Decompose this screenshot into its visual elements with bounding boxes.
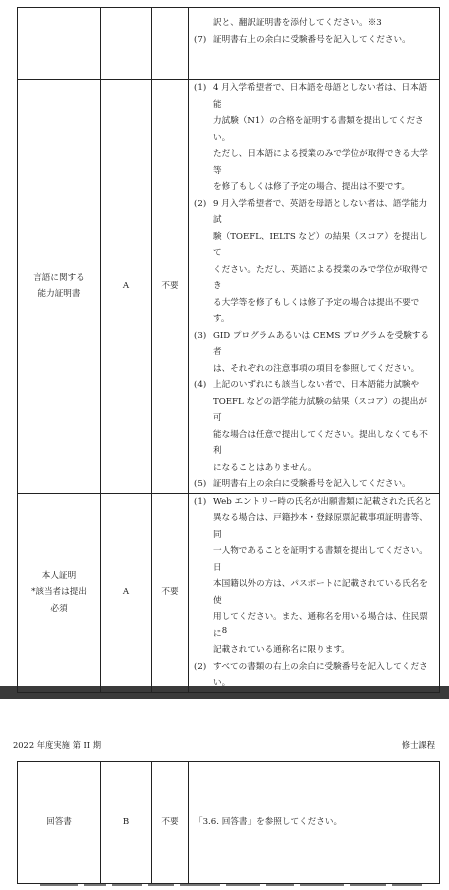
item-number: (7): [194, 34, 207, 45]
item-text: GID プログラムあるいは CEMS プログラムを受験する者 は、それぞれの注意事項の項目を参照してください。: [213, 330, 429, 374]
item-number: (2): [194, 198, 207, 209]
list-item: [194, 196, 433, 328]
item-number: (3): [194, 330, 207, 341]
category-cell: A: [101, 493, 152, 692]
page-header-left: 2022 年度実施 第 II 期: [13, 740, 102, 750]
item-number: (1): [194, 496, 207, 507]
doc-name-line: 本人証明: [41, 570, 77, 581]
item-text: 証明書右上の余白に受験番号を記入してください。: [213, 479, 411, 489]
detail-cell: [189, 80, 440, 494]
table-row: [18, 80, 440, 494]
category-cell: B: [101, 762, 152, 884]
item-text: Web エントリー時の氏名が出願書類に記載された氏名と 異なる場合は、戸籍抄本・登録原票記載事項証明書等、同 一人物であることを証明する書類を提出してください。日 本国籍以外の方は、パスポートに記載されている氏名を使 用してください。また、通称名を用いる場合は、住民票に 記載されている通称名に限ります。: [213, 496, 433, 655]
item-text: 9 月入学希望者で、英語を母語としない者は、語学能力試 験（TOEFL、IELTS など）の結果（スコア）を提出して ください。ただし、英語による授業のみで学位が取得でき る大学等を修了もしくは修了予定の場合は提出不要です。: [213, 198, 428, 324]
requirements-table: [17, 7, 440, 693]
item-text: 4 月入学希望者で、日本語を母語としない者は、日本語能 力試験（N1）の合格を証明する書類を提出してください。 ただし、日本語による授業のみで学位が取得できる大学等 を修了もしくは修了予定の場合、提出は不要です。: [213, 83, 428, 192]
category-cell: A: [101, 80, 152, 494]
page-header-right: 修士課程: [401, 740, 435, 750]
category-cell: [101, 8, 152, 80]
requirements-table: [17, 761, 440, 884]
doc-name-line: 能力証明書: [37, 289, 81, 300]
list-item: [194, 32, 433, 49]
item-text: 上記のいずれにも該当しない者で、日本語能力試験や TOEFL などの語学能力試験の結果（スコア）の提出が可 能な場合は任意で提出してください。提出しなくても不利 になることはありません。: [213, 380, 428, 473]
list-item: [194, 659, 433, 692]
cut-off-text-line: [40, 884, 440, 890]
item-text: すべての書類の右上の余白に受験番号を記入してくださ い。: [213, 661, 428, 688]
doc-name-cell: [18, 8, 101, 80]
list-item: [194, 328, 433, 378]
list-item: [194, 80, 433, 196]
doc-name-line: 必須: [50, 603, 68, 614]
doc-name-line: 言語に関する: [33, 272, 85, 283]
detail-text: 訳と、翻訳証明書を添付してください。※3: [213, 18, 382, 28]
table-row: [18, 493, 440, 692]
doc-name-line: *該当者は提出: [31, 587, 87, 598]
item-text: 証明書右上の余白に受験番号を記入してください。: [213, 34, 411, 45]
doc-name-cell: [18, 80, 101, 494]
detail-cell: [189, 8, 440, 80]
doc-name-cell: 回答書: [18, 762, 101, 884]
detail-cell: [189, 493, 440, 692]
list-item: [194, 377, 433, 476]
list-item: [194, 476, 433, 493]
item-number: (4): [194, 380, 207, 390]
detail-cell: 「3.6. 回答書」を参照してください。: [189, 762, 440, 884]
item-number: (1): [194, 83, 207, 93]
required-cell: 不要: [152, 80, 189, 494]
page-number: 8: [221, 626, 228, 636]
required-cell: [152, 8, 189, 80]
required-cell: 不要: [152, 493, 189, 692]
required-cell: 不要: [152, 762, 189, 884]
table-row: [18, 762, 440, 884]
item-number: (2): [194, 661, 207, 672]
doc-name-cell: [18, 493, 101, 692]
item-number: (5): [194, 479, 207, 489]
table-row: [18, 8, 440, 80]
